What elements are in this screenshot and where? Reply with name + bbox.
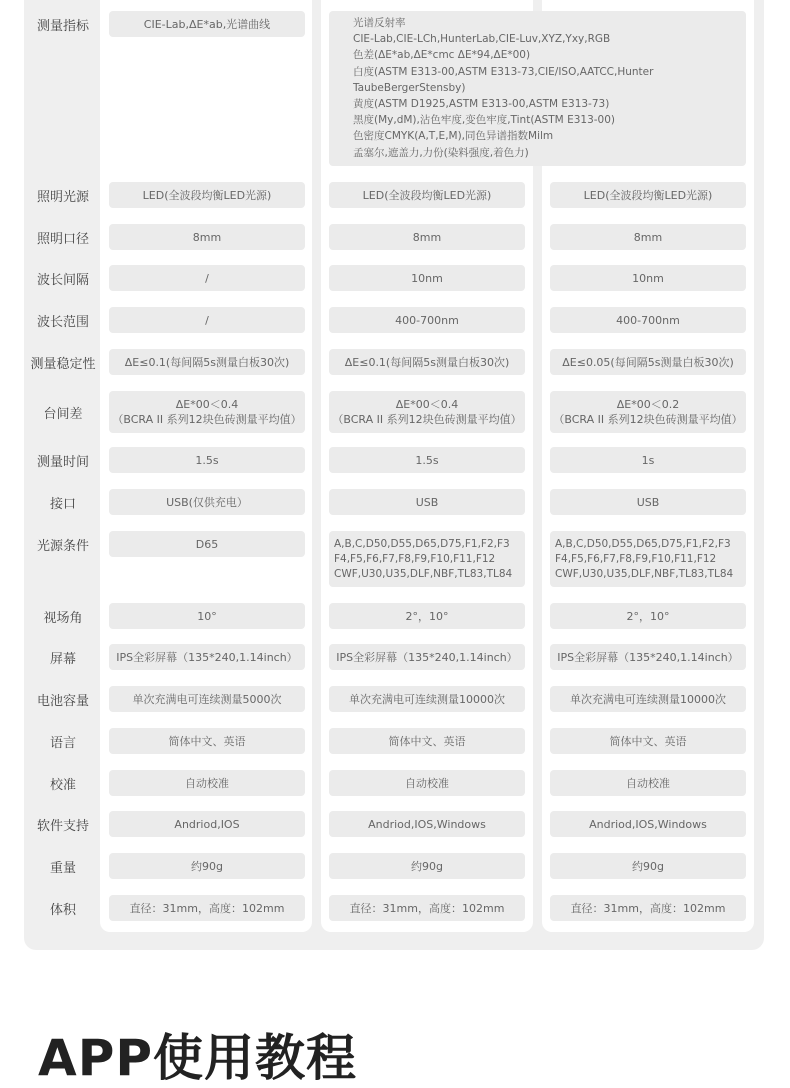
spec-value-model3-size: 直径：31mm，高度：102mm	[550, 895, 746, 921]
spec-label-observer-angle: 视场角	[43, 610, 83, 626]
spec-label-language: 语言	[49, 735, 76, 751]
spec-label-calibration: 校准	[49, 777, 76, 793]
spec-value-model3-language: 简体中文、英语	[550, 728, 746, 754]
spec-value-model2-illuminant: A,B,C,D50,D55,D65,D75,F1,F2,F3 F4,F5,F6,F7,F8,F9,F10,F11,F12 CWF,U30,U35,DLF,NBF,TL83,TL84	[329, 531, 525, 587]
spec-value-model2-language: 简体中文、英语	[329, 728, 525, 754]
spec-value-model3-interface: USB	[550, 489, 746, 515]
spec-label-measurement-index: 测量指标	[36, 18, 89, 34]
spec-value-model2-wavelength-interval: 10nm	[329, 265, 525, 291]
spec-label-size: 体积	[49, 902, 76, 918]
spec-value-model1-measurement-index: CIE-Lab,ΔE*ab,光谱曲线	[109, 11, 305, 37]
spec-value-model2-wavelength-range: 400-700nm	[329, 307, 525, 333]
spec-value-model3-battery: 单次充满电可连续测量10000次	[550, 686, 746, 712]
spec-label-light-source: 照明光源	[36, 189, 89, 205]
spec-label-software: 软件支持	[36, 818, 89, 834]
spec-value-model3-wavelength-range: 400-700nm	[550, 307, 746, 333]
spec-value-model1-inter-instrument: ΔE*00＜0.4 （BCRA II 系列12块色砖测量平均值）	[109, 391, 305, 433]
spec-value-model1-wavelength-range: /	[109, 307, 305, 333]
spec-value-model3-stability: ΔE≤0.05(每间隔5s测量白板30次)	[550, 349, 746, 375]
spec-value-model1-aperture: 8mm	[109, 224, 305, 250]
spec-value-model3-light-source: LED(全波段均衡LED光源)	[550, 182, 746, 208]
spec-value-model1-size: 直径：31mm，高度：102mm	[109, 895, 305, 921]
spec-value-model2-measure-time: 1.5s	[329, 447, 525, 473]
spec-label-wavelength-range: 波长范围	[36, 314, 89, 330]
spec-value-model2-screen: IPS全彩屏幕（135*240,1.14inch）	[329, 644, 525, 670]
spec-value-model3-calibration: 自动校准	[550, 770, 746, 796]
spec-value-model2-observer-angle: 2°，10°	[329, 603, 525, 629]
spec-value-model1-screen: IPS全彩屏幕（135*240,1.14inch）	[109, 644, 305, 670]
spec-label-measure-time: 测量时间	[36, 454, 89, 470]
spec-label-screen: 屏幕	[49, 651, 76, 667]
spec-value-model1-wavelength-interval: /	[109, 265, 305, 291]
spec-label-inter-instrument: 台间差	[43, 406, 83, 422]
spec-value-model1-battery: 单次充满电可连续测量5000次	[109, 686, 305, 712]
spec-value-model2-weight: 约90g	[329, 853, 525, 879]
spec-value-model1-observer-angle: 10°	[109, 603, 305, 629]
spec-value-model1-calibration: 自动校准	[109, 770, 305, 796]
spec-label-aperture: 照明口径	[36, 231, 89, 247]
spec-value-model1-interface: USB(仅供充电）	[109, 489, 305, 515]
spec-value-model2-stability: ΔE≤0.1(每间隔5s测量白板30次)	[329, 349, 525, 375]
spec-value-model3-screen: IPS全彩屏幕（135*240,1.14inch）	[550, 644, 746, 670]
spec-value-model1-light-source: LED(全波段均衡LED光源)	[109, 182, 305, 208]
spec-value-model2-interface: USB	[329, 489, 525, 515]
spec-value-model1-software: Andriod,IOS	[109, 811, 305, 837]
spec-value-model1-weight: 约90g	[109, 853, 305, 879]
spec-value-model3-measure-time: 1s	[550, 447, 746, 473]
spec-value-model1-stability: ΔE≤0.1(每间隔5s测量白板30次)	[109, 349, 305, 375]
spec-value-model3-weight: 约90g	[550, 853, 746, 879]
spec-label-weight: 重量	[49, 860, 76, 876]
spec-value-model2-size: 直径：31mm，高度：102mm	[329, 895, 525, 921]
spec-value-model2-software: Andriod,IOS,Windows	[329, 811, 525, 837]
spec-label-stability: 测量稳定性	[30, 356, 96, 372]
spec-value-model3-observer-angle: 2°，10°	[550, 603, 746, 629]
section-title-app-tutorial: APP使用教程	[38, 1029, 357, 1087]
spec-value-model3-wavelength-interval: 10nm	[550, 265, 746, 291]
spec-label-battery: 电池容量	[36, 693, 89, 709]
spec-value-model1-measure-time: 1.5s	[109, 447, 305, 473]
spec-value-model2-aperture: 8mm	[329, 224, 525, 250]
spec-value-model3-illuminant: A,B,C,D50,D55,D65,D75,F1,F2,F3 F4,F5,F6,F7,F8,F9,F10,F11,F12 CWF,U30,U35,DLF,NBF,TL83,TL84	[550, 531, 746, 587]
spec-label-interface: 接口	[49, 496, 76, 512]
spec-label-illuminant: 光源条件	[36, 538, 89, 554]
spec-value-model2-calibration: 自动校准	[329, 770, 525, 796]
spec-value-model2-light-source: LED(全波段均衡LED光源)	[329, 182, 525, 208]
spec-value-model3-aperture: 8mm	[550, 224, 746, 250]
spec-value-model1-illuminant: D65	[109, 531, 305, 557]
spec-value-model3-inter-instrument: ΔE*00＜0.2 （BCRA II 系列12块色砖测量平均值）	[550, 391, 746, 433]
spec-label-wavelength-interval: 波长间隔	[36, 272, 89, 288]
spec-value-model2-battery: 单次充满电可连续测量10000次	[329, 686, 525, 712]
spec-value-model2-measurement-index: 光谱反射率 CIE-Lab,CIE-LCh,HunterLab,CIE-Luv,XYZ,Yxy,RGB 色差(ΔE*ab,ΔE*cmc ΔE*94,ΔE*00) 白度(ASTM E313-00,ASTM E313-73,CIE/ISO,AATCC,Hunter TaubeBergerStensby) 黄度(ASTM D1925,ASTM E313-00,ASTM E313-73) 黑度(My,dM),沾色牢度,变色牢度,Tint(ASTM E313-00) 色密度CMYK(A,T,E,M),同色异谱指数Milm 孟塞尔,遮盖力,力份(染料强度,着色力)	[329, 11, 746, 166]
spec-value-model2-inter-instrument: ΔE*00＜0.4 （BCRA II 系列12块色砖测量平均值）	[329, 391, 525, 433]
spec-value-model1-language: 简体中文、英语	[109, 728, 305, 754]
spec-value-model3-software: Andriod,IOS,Windows	[550, 811, 746, 837]
